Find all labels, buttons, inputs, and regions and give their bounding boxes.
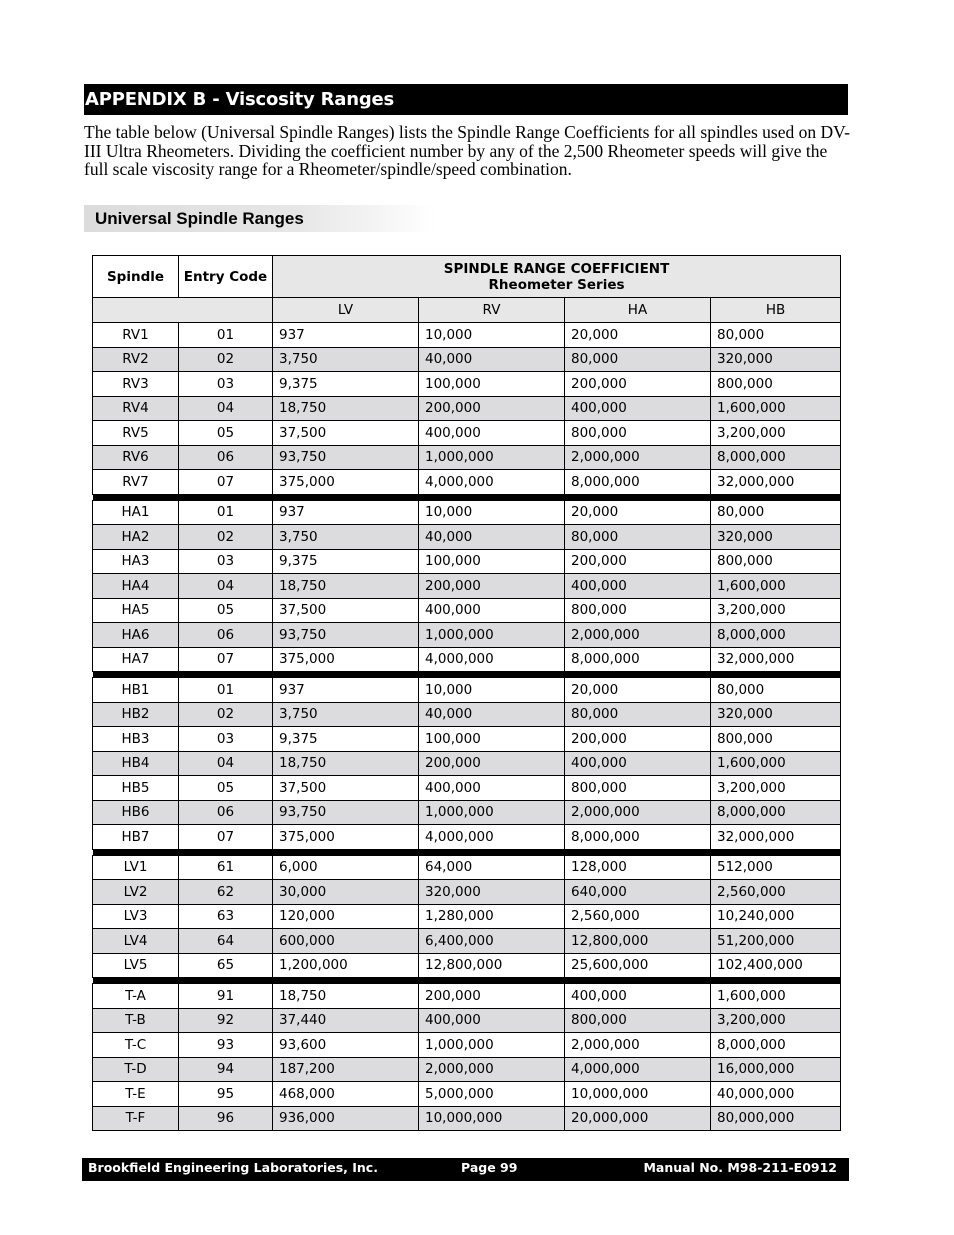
cell-rv: 400,000 — [419, 776, 565, 801]
cell-rv: 2,000,000 — [419, 1057, 565, 1082]
cell-spindle: HB4 — [93, 751, 179, 776]
table-row — [93, 1008, 841, 1033]
cell-entry-code: 02 — [179, 347, 273, 372]
cell-lv: 375,000 — [273, 647, 419, 672]
appendix-heading: APPENDIX B - Viscosity Ranges — [85, 89, 395, 110]
cell-entry-code: 96 — [179, 1106, 273, 1131]
cell-spindle: HA2 — [93, 525, 179, 550]
cell-hb: 1,600,000 — [711, 396, 841, 421]
series-header-blank — [93, 298, 273, 323]
table-row — [93, 880, 841, 905]
cell-spindle: RV6 — [93, 445, 179, 470]
cell-ha: 200,000 — [565, 727, 711, 752]
table-row — [93, 984, 841, 1009]
table-row — [93, 549, 841, 574]
cell-entry-code: 06 — [179, 445, 273, 470]
cell-lv: 1,200,000 — [273, 953, 419, 978]
cell-ha: 20,000 — [565, 678, 711, 703]
cell-entry-code: 03 — [179, 727, 273, 752]
cell-entry-code: 03 — [179, 372, 273, 397]
cell-entry-code: 04 — [179, 396, 273, 421]
cell-entry-code: 91 — [179, 984, 273, 1009]
cell-rv: 4,000,000 — [419, 470, 565, 495]
cell-rv: 1,000,000 — [419, 1033, 565, 1058]
cell-ha: 10,000,000 — [565, 1082, 711, 1107]
cell-ha: 200,000 — [565, 372, 711, 397]
table-row — [93, 1106, 841, 1131]
cell-spindle: LV5 — [93, 953, 179, 978]
footer-page-number: Page 99 — [461, 1160, 518, 1175]
cell-ha: 8,000,000 — [565, 825, 711, 850]
cell-spindle: LV2 — [93, 880, 179, 905]
table-row — [93, 396, 841, 421]
cell-spindle: T-F — [93, 1106, 179, 1131]
cell-hb: 32,000,000 — [711, 470, 841, 495]
cell-ha: 20,000 — [565, 323, 711, 348]
cell-rv: 64,000 — [419, 855, 565, 880]
table-row — [93, 623, 841, 648]
series-header-row — [93, 298, 841, 323]
cell-ha: 80,000 — [565, 347, 711, 372]
cell-hb: 40,000,000 — [711, 1082, 841, 1107]
table-row — [93, 445, 841, 470]
cell-rv: 320,000 — [419, 880, 565, 905]
cell-hb: 8,000,000 — [711, 1033, 841, 1058]
cell-hb: 800,000 — [711, 727, 841, 752]
cell-entry-code: 65 — [179, 953, 273, 978]
cell-spindle: RV2 — [93, 347, 179, 372]
cell-lv: 187,200 — [273, 1057, 419, 1082]
cell-lv: 120,000 — [273, 904, 419, 929]
table-row — [93, 1082, 841, 1107]
cell-rv: 400,000 — [419, 1008, 565, 1033]
cell-rv: 5,000,000 — [419, 1082, 565, 1107]
cell-spindle: HB2 — [93, 702, 179, 727]
cell-entry-code: 04 — [179, 751, 273, 776]
cell-spindle: HA7 — [93, 647, 179, 672]
cell-hb: 1,600,000 — [711, 751, 841, 776]
table-row — [93, 702, 841, 727]
cell-ha: 400,000 — [565, 984, 711, 1009]
cell-spindle: HB1 — [93, 678, 179, 703]
cell-lv: 93,750 — [273, 800, 419, 825]
table-row — [93, 855, 841, 880]
cell-hb: 51,200,000 — [711, 929, 841, 954]
cell-ha: 8,000,000 — [565, 647, 711, 672]
cell-rv: 1,000,000 — [419, 800, 565, 825]
cell-rv: 10,000 — [419, 323, 565, 348]
universal-spindle-ranges-table — [92, 255, 841, 1131]
cell-lv: 936,000 — [273, 1106, 419, 1131]
header-entry-code: Entry Code — [179, 256, 273, 298]
cell-rv: 10,000 — [419, 678, 565, 703]
table-row — [93, 727, 841, 752]
header-coefficient-title: SPINDLE RANGE COEFFICIENT — [443, 260, 670, 277]
table-row — [93, 421, 841, 446]
cell-entry-code: 61 — [179, 855, 273, 880]
table-row — [93, 500, 841, 525]
cell-ha: 25,600,000 — [565, 953, 711, 978]
cell-lv: 937 — [273, 500, 419, 525]
cell-spindle: RV1 — [93, 323, 179, 348]
cell-hb: 3,200,000 — [711, 776, 841, 801]
cell-hb: 102,400,000 — [711, 953, 841, 978]
table-row — [93, 574, 841, 599]
footer-company: Brookfield Engineering Laboratories, Inc. — [88, 1160, 378, 1175]
cell-hb: 16,000,000 — [711, 1057, 841, 1082]
cell-rv: 200,000 — [419, 984, 565, 1009]
cell-ha: 800,000 — [565, 598, 711, 623]
cell-hb: 3,200,000 — [711, 421, 841, 446]
cell-hb: 320,000 — [711, 525, 841, 550]
cell-ha: 20,000 — [565, 500, 711, 525]
cell-ha: 2,560,000 — [565, 904, 711, 929]
cell-rv: 100,000 — [419, 372, 565, 397]
cell-spindle: HA1 — [93, 500, 179, 525]
cell-rv: 10,000,000 — [419, 1106, 565, 1131]
table-row — [93, 525, 841, 550]
cell-rv: 6,400,000 — [419, 929, 565, 954]
cell-rv: 40,000 — [419, 347, 565, 372]
cell-lv: 18,750 — [273, 751, 419, 776]
cell-hb: 8,000,000 — [711, 623, 841, 648]
cell-spindle: LV4 — [93, 929, 179, 954]
cell-lv: 375,000 — [273, 825, 419, 850]
cell-hb: 80,000 — [711, 323, 841, 348]
cell-rv: 4,000,000 — [419, 647, 565, 672]
cell-spindle: RV3 — [93, 372, 179, 397]
cell-hb: 512,000 — [711, 855, 841, 880]
cell-entry-code: 93 — [179, 1033, 273, 1058]
table-body — [93, 323, 841, 1131]
cell-lv: 6,000 — [273, 855, 419, 880]
cell-entry-code: 06 — [179, 800, 273, 825]
cell-rv: 12,800,000 — [419, 953, 565, 978]
cell-hb: 1,600,000 — [711, 984, 841, 1009]
cell-spindle: T-A — [93, 984, 179, 1009]
cell-entry-code: 64 — [179, 929, 273, 954]
cell-entry-code: 92 — [179, 1008, 273, 1033]
cell-hb: 8,000,000 — [711, 445, 841, 470]
cell-entry-code: 05 — [179, 421, 273, 446]
page-footer — [82, 1158, 849, 1181]
cell-lv: 468,000 — [273, 1082, 419, 1107]
cell-ha: 400,000 — [565, 396, 711, 421]
cell-ha: 2,000,000 — [565, 623, 711, 648]
table-row — [93, 953, 841, 978]
cell-ha: 8,000,000 — [565, 470, 711, 495]
cell-rv: 1,000,000 — [419, 445, 565, 470]
table-row — [93, 323, 841, 348]
cell-spindle: T-B — [93, 1008, 179, 1033]
cell-hb: 2,560,000 — [711, 880, 841, 905]
cell-ha: 2,000,000 — [565, 800, 711, 825]
cell-lv: 18,750 — [273, 396, 419, 421]
cell-lv: 937 — [273, 678, 419, 703]
table-row — [93, 825, 841, 850]
cell-ha: 400,000 — [565, 574, 711, 599]
cell-entry-code: 94 — [179, 1057, 273, 1082]
cell-lv: 375,000 — [273, 470, 419, 495]
cell-spindle: HA4 — [93, 574, 179, 599]
cell-spindle: RV5 — [93, 421, 179, 446]
cell-rv: 40,000 — [419, 525, 565, 550]
header-spindle: Spindle — [93, 256, 179, 298]
cell-lv: 37,500 — [273, 598, 419, 623]
cell-spindle: LV3 — [93, 904, 179, 929]
cell-spindle: HA6 — [93, 623, 179, 648]
cell-entry-code: 03 — [179, 549, 273, 574]
cell-entry-code: 05 — [179, 598, 273, 623]
cell-rv: 1,280,000 — [419, 904, 565, 929]
cell-lv: 9,375 — [273, 727, 419, 752]
cell-rv: 400,000 — [419, 421, 565, 446]
cell-entry-code: 02 — [179, 525, 273, 550]
table-row — [93, 372, 841, 397]
table-row — [93, 800, 841, 825]
cell-ha: 20,000,000 — [565, 1106, 711, 1131]
cell-lv: 93,600 — [273, 1033, 419, 1058]
cell-hb: 80,000,000 — [711, 1106, 841, 1131]
cell-spindle: HB5 — [93, 776, 179, 801]
cell-lv: 37,440 — [273, 1008, 419, 1033]
cell-entry-code: 07 — [179, 825, 273, 850]
cell-hb: 320,000 — [711, 702, 841, 727]
cell-rv: 200,000 — [419, 574, 565, 599]
cell-hb: 80,000 — [711, 678, 841, 703]
cell-entry-code: 63 — [179, 904, 273, 929]
cell-lv: 37,500 — [273, 776, 419, 801]
cell-ha: 640,000 — [565, 880, 711, 905]
appendix-heading-bar — [84, 84, 848, 115]
cell-lv: 93,750 — [273, 445, 419, 470]
cell-lv: 3,750 — [273, 702, 419, 727]
cell-lv: 9,375 — [273, 372, 419, 397]
cell-spindle: RV7 — [93, 470, 179, 495]
cell-rv: 200,000 — [419, 751, 565, 776]
cell-spindle: T-D — [93, 1057, 179, 1082]
cell-lv: 18,750 — [273, 574, 419, 599]
cell-hb: 3,200,000 — [711, 598, 841, 623]
cell-entry-code: 07 — [179, 647, 273, 672]
cell-entry-code: 01 — [179, 500, 273, 525]
cell-hb: 8,000,000 — [711, 800, 841, 825]
cell-ha: 80,000 — [565, 702, 711, 727]
cell-entry-code: 01 — [179, 678, 273, 703]
cell-ha: 800,000 — [565, 776, 711, 801]
cell-entry-code: 07 — [179, 470, 273, 495]
cell-ha: 2,000,000 — [565, 1033, 711, 1058]
cell-entry-code: 62 — [179, 880, 273, 905]
cell-ha: 800,000 — [565, 1008, 711, 1033]
cell-entry-code: 04 — [179, 574, 273, 599]
table-row — [93, 751, 841, 776]
cell-ha: 128,000 — [565, 855, 711, 880]
cell-lv: 18,750 — [273, 984, 419, 1009]
cell-hb: 800,000 — [711, 549, 841, 574]
cell-spindle: HB7 — [93, 825, 179, 850]
cell-ha: 800,000 — [565, 421, 711, 446]
cell-hb: 10,240,000 — [711, 904, 841, 929]
cell-lv: 3,750 — [273, 347, 419, 372]
cell-rv: 1,000,000 — [419, 623, 565, 648]
cell-rv: 200,000 — [419, 396, 565, 421]
cell-lv: 600,000 — [273, 929, 419, 954]
cell-rv: 100,000 — [419, 549, 565, 574]
cell-hb: 3,200,000 — [711, 1008, 841, 1033]
cell-hb: 1,600,000 — [711, 574, 841, 599]
cell-entry-code: 95 — [179, 1082, 273, 1107]
cell-lv: 93,750 — [273, 623, 419, 648]
cell-hb: 32,000,000 — [711, 825, 841, 850]
table-row — [93, 929, 841, 954]
cell-hb: 32,000,000 — [711, 647, 841, 672]
cell-lv: 9,375 — [273, 549, 419, 574]
header-coefficient — [273, 256, 841, 298]
cell-spindle: HA3 — [93, 549, 179, 574]
cell-rv: 4,000,000 — [419, 825, 565, 850]
cell-lv: 37,500 — [273, 421, 419, 446]
footer-manual-number: Manual No. M98-211-E0912 — [643, 1160, 837, 1175]
cell-lv: 30,000 — [273, 880, 419, 905]
section-title: Universal Spindle Ranges — [95, 209, 304, 228]
cell-ha: 80,000 — [565, 525, 711, 550]
intro-paragraph: The table below (Universal Spindle Ranges) lists the Spindle Range Coefficients for all spindles used on DV-III Ultra Rheometers. Dividing the coefficient number by any of the 2,500 Rheometer speeds will give the full scale viscosity range for a Rheometer/spindle/speed combination. — [84, 122, 850, 179]
cell-ha: 400,000 — [565, 751, 711, 776]
cell-ha: 4,000,000 — [565, 1057, 711, 1082]
cell-lv: 3,750 — [273, 525, 419, 550]
series-header-ha: HA — [565, 298, 711, 323]
section-title-bar — [84, 205, 436, 232]
cell-entry-code: 01 — [179, 323, 273, 348]
cell-spindle: T-C — [93, 1033, 179, 1058]
table-row — [93, 1057, 841, 1082]
table-row — [93, 904, 841, 929]
table-row — [93, 1033, 841, 1058]
cell-spindle: LV1 — [93, 855, 179, 880]
table-row — [93, 678, 841, 703]
table-row — [93, 347, 841, 372]
cell-rv: 400,000 — [419, 598, 565, 623]
cell-spindle: HA5 — [93, 598, 179, 623]
cell-rv: 10,000 — [419, 500, 565, 525]
cell-hb: 80,000 — [711, 500, 841, 525]
cell-spindle: HB3 — [93, 727, 179, 752]
cell-hb: 320,000 — [711, 347, 841, 372]
table-header-row — [93, 256, 841, 298]
cell-entry-code: 06 — [179, 623, 273, 648]
cell-spindle: T-E — [93, 1082, 179, 1107]
cell-lv: 937 — [273, 323, 419, 348]
table-row — [93, 776, 841, 801]
table-row — [93, 470, 841, 495]
series-header-rv: RV — [419, 298, 565, 323]
cell-rv: 40,000 — [419, 702, 565, 727]
table-row — [93, 647, 841, 672]
cell-hb: 800,000 — [711, 372, 841, 397]
cell-entry-code: 05 — [179, 776, 273, 801]
cell-spindle: HB6 — [93, 800, 179, 825]
cell-spindle: RV4 — [93, 396, 179, 421]
cell-rv: 100,000 — [419, 727, 565, 752]
cell-ha: 200,000 — [565, 549, 711, 574]
header-coefficient-subtitle: Rheometer Series — [488, 276, 625, 293]
table-row — [93, 598, 841, 623]
series-header-lv: LV — [273, 298, 419, 323]
cell-ha: 2,000,000 — [565, 445, 711, 470]
series-header-hb: HB — [711, 298, 841, 323]
cell-ha: 12,800,000 — [565, 929, 711, 954]
cell-entry-code: 02 — [179, 702, 273, 727]
